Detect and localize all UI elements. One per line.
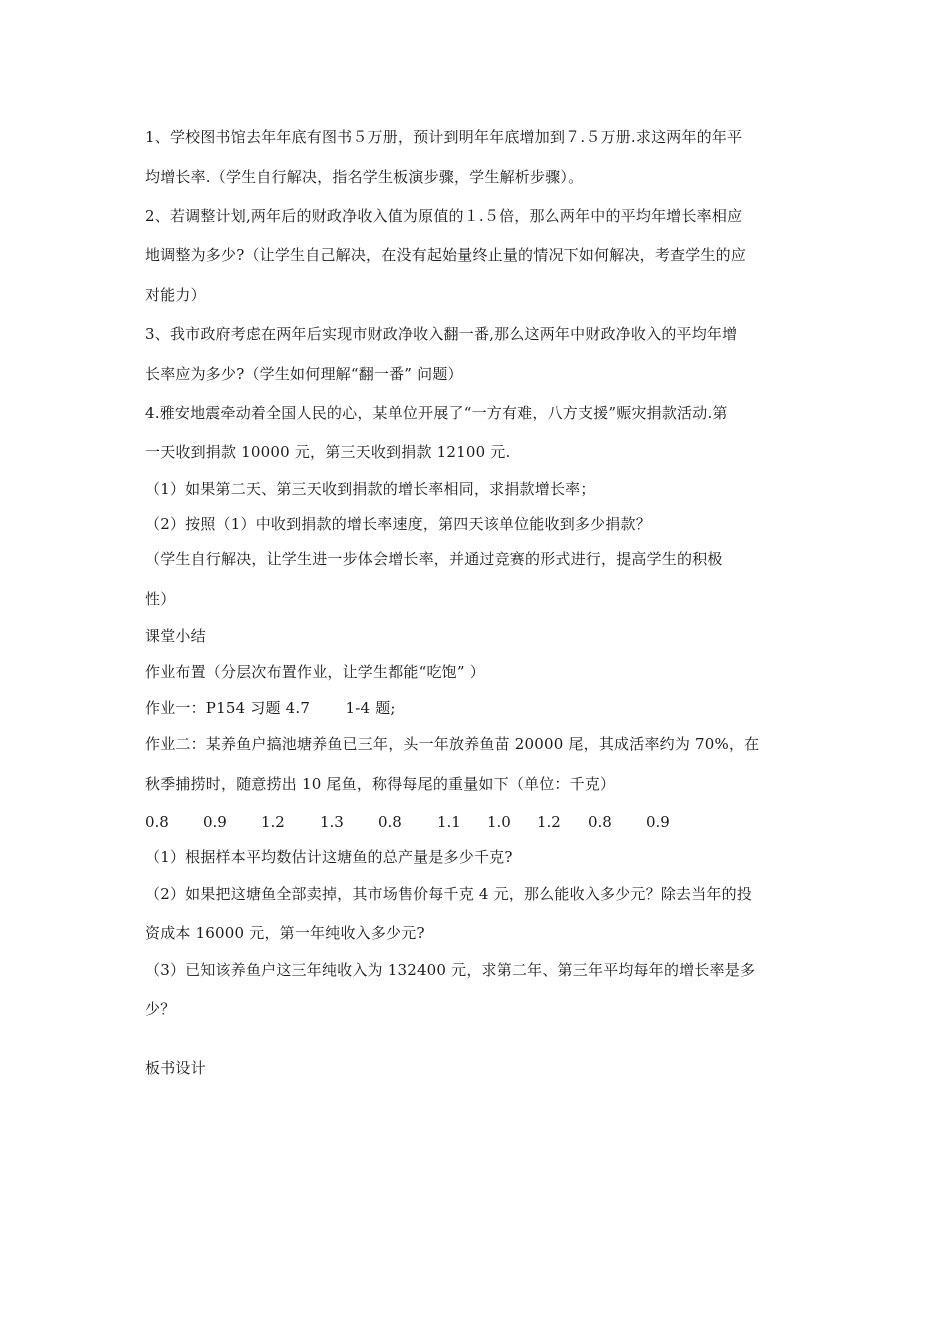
weight-value: 1.3 bbox=[320, 813, 344, 831]
homework-2-line-1: 作业二：某养鱼户搞池塘养鱼已三年，头一年放养鱼苗 20000 尾，其成活率约为 70%，在 bbox=[145, 735, 760, 753]
weight-value: 1.0 bbox=[487, 813, 511, 831]
homework-2-part-2-line-2: 资成本 16000 元，第一年纯收入多少元? bbox=[145, 924, 425, 942]
weight-value: 0.9 bbox=[203, 813, 227, 831]
section-board-design: 板书设计 bbox=[145, 1059, 206, 1077]
problem-4-part-2: （2）按照（1）中收到捐款的增长率速度，第四天该单位能收到多少捐款？ bbox=[145, 515, 651, 533]
homework-2-part-3-line-2: 少？ bbox=[145, 1000, 176, 1018]
homework-2-line-2: 秋季捕捞时，随意捞出 10 尾鱼，称得每尾的重量如下（单位：千克） bbox=[145, 775, 616, 793]
weight-value: 1.2 bbox=[261, 813, 285, 831]
fish-weight-list bbox=[145, 812, 705, 832]
weight-value: 1.2 bbox=[537, 813, 561, 831]
problem-2-line-3: 对能力） bbox=[145, 286, 206, 304]
weight-value: 0.8 bbox=[588, 813, 612, 831]
weight-value: 1.1 bbox=[437, 813, 461, 831]
weight-value: 0.8 bbox=[145, 813, 169, 831]
section-class-summary: 课堂小结 bbox=[145, 627, 206, 645]
problem-4-line-2: 一天收到捐款 10000 元，第三天收到捐款 12100 元. bbox=[145, 443, 511, 461]
homework-2-part-3-line-1: （3）已知该养鱼户这三年纯收入为 132400 元，求第二年、第三年平均每年的增长率是多 bbox=[145, 961, 756, 979]
problem-4-line-1: 4.雅安地震牵动着全国人民的心，某单位开展了“一方有难，八方支援”赈灾捐款活动.第 bbox=[145, 404, 728, 422]
homework-1: 作业一：P154 习题 4.7 1-4 题; bbox=[145, 699, 396, 717]
weight-value: 0.9 bbox=[646, 813, 670, 831]
problem-3-line-2: 长率应为多少?（学生如何理解“翻一番” 问题） bbox=[145, 365, 463, 383]
problem-2-line-1: 2、若调整计划,两年后的财政净收入值为原值的１.５倍，那么两年中的平均年增长率相应 bbox=[145, 207, 743, 225]
problem-4-note-line-2: 性） bbox=[145, 590, 176, 608]
problem-1-line-2: 均增长率.（学生自行解决，指名学生板演步骤，学生解析步骤）。 bbox=[145, 168, 584, 186]
problem-4-note-line-1: （学生自行解决，让学生进一步体会增长率，并通过竞赛的形式进行，提高学生的积极 bbox=[145, 550, 723, 568]
section-homework: 作业布置（分层次布置作业，让学生都能“吃饱” ） bbox=[145, 663, 485, 681]
problem-2-line-2: 地调整为多少?（让学生自己解决，在没有起始量终止量的情况下如何解决，考查学生的应 bbox=[145, 246, 747, 264]
homework-2-part-1: （1）根据样本平均数估计这塘鱼的总产量是多少千克? bbox=[145, 848, 513, 866]
homework-2-part-2-line-1: （2）如果把这塘鱼全部卖掉，其市场售价每千克 4 元，那么能收入多少元？除去当年的投 bbox=[145, 885, 753, 903]
problem-4-part-1: （1）如果第二天、第三天收到捐款的增长率相同，求捐款增长率； bbox=[145, 480, 596, 498]
problem-3-line-1: 3、我市政府考虑在两年后实现市财政净收入翻一番,那么这两年中财政净收入的平均年增 bbox=[145, 325, 738, 343]
weight-value: 0.8 bbox=[378, 813, 402, 831]
problem-1-line-1: 1、学校图书馆去年年底有图书５万册，预计到明年年底增加到７.５万册.求这两年的年平 bbox=[145, 128, 743, 146]
